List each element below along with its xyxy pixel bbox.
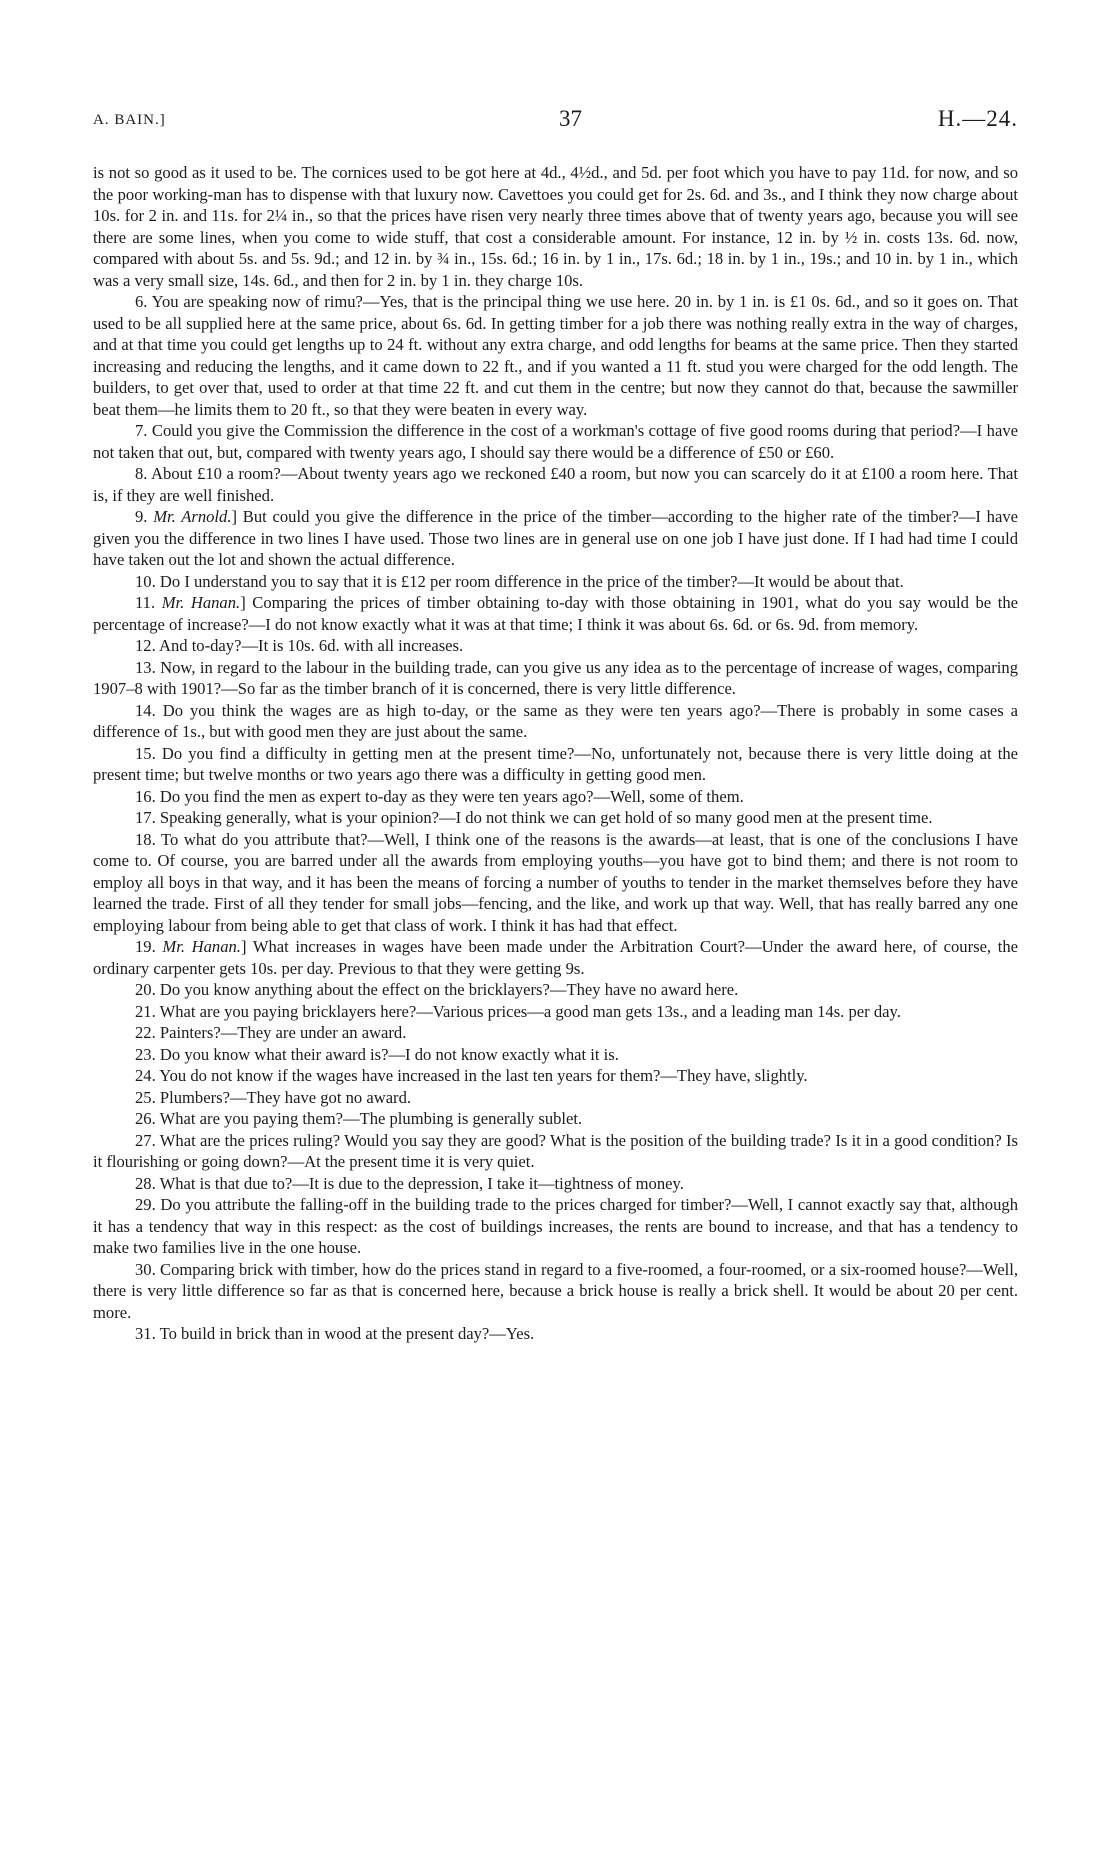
question-18: 18. To what do you attribute that?—Well, I think one of the reasons is the awards—at least, that is one of the conclusions I have come to. Of course, you are barred under all the awards from employing youths—you have got to bind them; and there is not room to employ all boys in that way, and it has been the means of forcing a number of youths to tender in the market themselves before they have learned the trade. First of all they tender for small jobs—fencing, and the like, and work up that way. Well, that has really barred any one employing labour from being able to get that class of work. I think it has had that effect. xyxy=(93,829,1018,935)
question-19 xyxy=(93,936,1018,979)
paper-reference: H.—24. xyxy=(937,106,1018,131)
question-20: 20. Do you know anything about the effect on the bricklayers?—They have no award here. xyxy=(135,980,739,999)
question-23: 23. Do you know what their award is?—I do not know exactly what it is. xyxy=(135,1044,619,1064)
question-27: 27. What are the prices ruling? Would you say they are good? What is the position of the building trade? Is it in a good condition? Is it flourishing or going down?—At the present time it is very quiet. xyxy=(93,1130,1018,1171)
question-6: 6. You are speaking now of rimu?—Yes, that is the principal thing we use here. 20 in. by 1 in. is £1 0s. 6d., and so it goes on. That used to be all supplied here at the same price, about 6s. 6d. In getting timber for a job there was nothing really extra in the way of charges, and at that time you could get lengths up to 24 ft. without any extra charge, and odd lengths for beams at the same price. Then they started increasing and reducing the lengths, and it came down to 22 ft., and if you wanted a 11 ft. stud you were charged for the odd length. The builders, to get over that, used to order at that time 22 ft. and cut them in the centre; but now they cannot do that, because the sawmiller beat them—he limits them to 20 ft., so that they were beaten in every way. xyxy=(93,292,1018,419)
paragraph-continuation: is not so good as it used to be. The cornices used to be got here at 4d., 4½d., and 5d. per foot which you have to pay 11d. for now, and so the poor working-man has to dispense with that luxury now. Cavettoes you could get for 2s. 6d. and 3s., and I think they now charge about 10s. for 2 in. and 11s. for 2¼ in., so that the prices have risen very nearly three times above that of twenty years ago, because you will see there are some lines, when you come to wide stuff, that cost a considerable amount. For instance, 12 in. by ½ in. costs 13s. 6d. now, compared with about 5s. and 5s. 9d.; and 12 in. by ¾ in., 15s. 6d.; 16 in. by 1 in., 17s. 6d.; 18 in. by 1 in., 19s.; and 10 in. by 1 in., which was a very small size, 14s. 6d., and then for 2 in. by 1 in. they charge 10s. xyxy=(93,163,1018,290)
question-25: 25. Plumbers?—They have got no award. xyxy=(135,1087,412,1107)
question-number: 19. xyxy=(135,937,163,956)
question-29: 29. Do you attribute the falling-off in the building trade to the prices charged for timber?—Well, I cannot exactly say that, although it has a tendency that way in this respect: as the cost of buildings increases, the rents are bound to increase, and that has a tendency to make two families live in the one house. xyxy=(93,1195,1018,1257)
question-28: 28. What is that due to?—It is due to the depression, I take it—tightness of money. xyxy=(135,1173,684,1193)
question-text: ] What increases in wages have been made under the Arbitration Court?—Under the award here, of course, the ordinary carpenter gets 10s. per day. Previous to that they were getting 9s. xyxy=(93,937,1019,978)
question-26: 26. What are you paying them?—The plumbing is generally sublet. xyxy=(135,1109,583,1128)
question-text: ] But could you give the difference in the price of the timber—according to the higher rate of the timber?—I have given you the difference in two lines I have used. Those two lines are in general use on one job I have just done. If I had had time I could have taken out the lot and shown the actual difference. xyxy=(93,507,1019,569)
question-16: 16. Do you find the men as expert to-day as they were ten years ago?—Well, some of them. xyxy=(135,786,744,806)
question-9 xyxy=(93,506,1018,571)
question-text: ] Comparing the prices of timber obtaining to-day with those obtaining in 1901, what do you say would be the percentage of increase?—I do not know exactly what it was at that time; I think it was about 6s. 6d. or 6s. 9d. from memory. xyxy=(93,593,1019,634)
question-24: 24. You do not know if the wages have increased in the last ten years for them?—They have, slightly. xyxy=(135,1066,808,1085)
question-21: 21. What are you paying bricklayers here?—Various prices—a good man gets 13s., and a leading man 14s. per day. xyxy=(135,1001,901,1021)
question-31: 31. To build in brick than in wood at the present day?—Yes. xyxy=(135,1324,535,1343)
speaker-name: Mr. Arnold. xyxy=(153,507,232,526)
question-14: 14. Do you think the wages are as high to-day, or the same as they were ten years ago?—There is probably in some cases a difference of 1s., but with good men they are just about the same. xyxy=(93,700,1018,741)
question-number: 11. xyxy=(135,593,162,612)
page-header xyxy=(93,108,1018,138)
question-11 xyxy=(93,592,1018,635)
question-10: 10. Do I understand you to say that it is £12 per room difference in the price of the timber?—It would be about that. xyxy=(135,571,904,591)
page-number: 37 xyxy=(559,106,582,131)
question-7: 7. Could you give the Commission the difference in the cost of a workman's cottage of five good rooms during that period?—I have not taken that out, but, compared with twenty years ago, I should say there would be a difference of £50 or £60. xyxy=(93,421,1018,462)
question-number: 9. xyxy=(135,507,154,526)
question-17: 17. Speaking generally, what is your opinion?—I do not think we can get hold of so many good men at the present time. xyxy=(135,808,933,827)
question-12: 12. And to-day?—It is 10s. 6d. with all increases. xyxy=(135,636,464,655)
witness-name: A. BAIN.] xyxy=(93,112,166,128)
question-30: 30. Comparing brick with timber, how do the prices stand in regard to a five-roomed, a four-roomed, or a six-roomed house?—Well, there is very little difference so far as that is concerned here, because a brick house is really a brick shell. It would be about 20 per cent. more. xyxy=(93,1259,1018,1322)
speaker-name: Mr. Hanan. xyxy=(162,937,241,956)
question-8: 8. About £10 a room?—About twenty years ago we reckoned £40 a room, but now you can scarcely do it at £100 a room here. That is, if they are well finished. xyxy=(93,464,1018,505)
speaker-name: Mr. Hanan. xyxy=(161,593,241,612)
question-15: 15. Do you find a difficulty in getting men at the present time?—No, unfortunately not, because there is very little doing at the present time; but twelve months or two years ago there was a difficulty in getting good men. xyxy=(93,743,1018,784)
question-22: 22. Painters?—They are under an award. xyxy=(135,1023,407,1042)
question-13: 13. Now, in regard to the labour in the building trade, can you give us any idea as to the percentage of increase of wages, comparing 1907–8 with 1901?—So far as the timber branch of it is concerned, there is very little difference. xyxy=(93,657,1018,698)
testimony-body xyxy=(93,162,1018,1345)
